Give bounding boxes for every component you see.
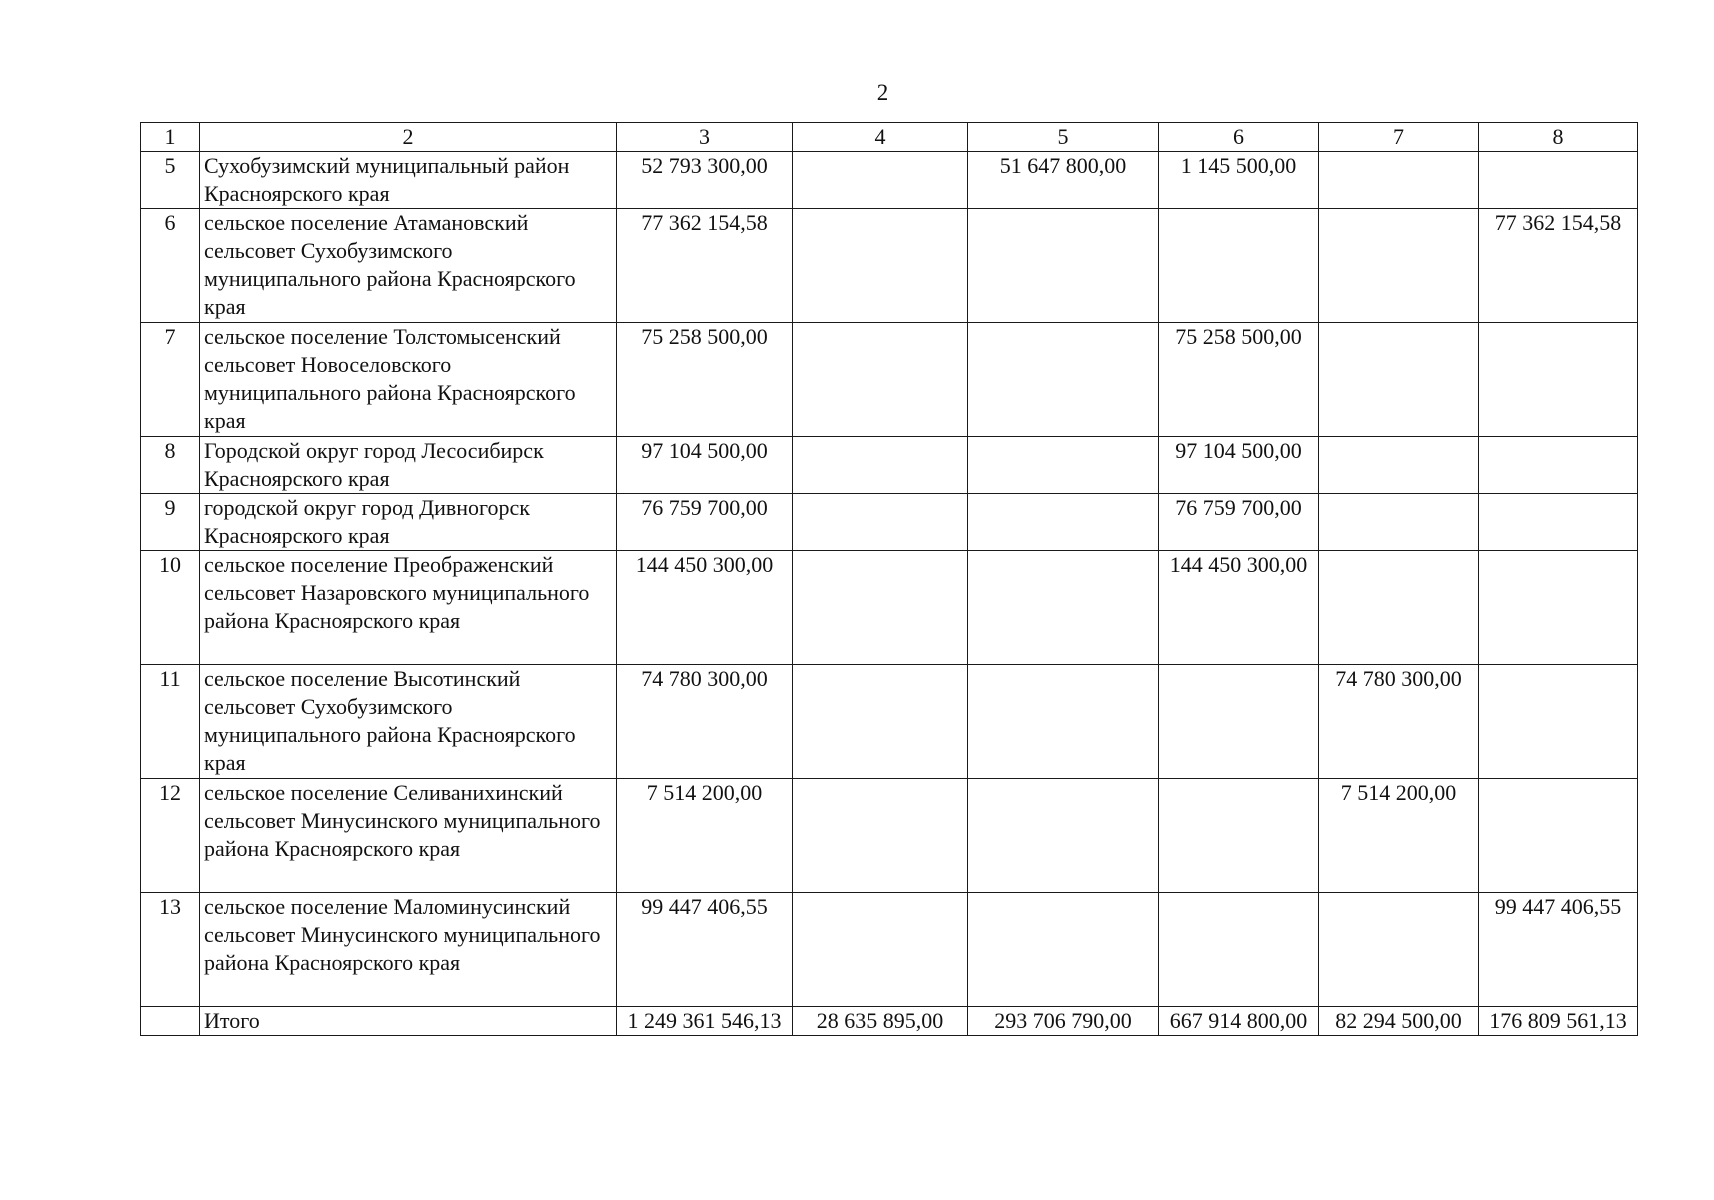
cell-col7 bbox=[1319, 437, 1479, 494]
table-row bbox=[141, 779, 1638, 893]
cell-col5 bbox=[968, 437, 1159, 494]
cell-col6: 1 145 500,00 bbox=[1159, 152, 1319, 209]
row-number: 10 bbox=[141, 551, 200, 665]
cell-col4 bbox=[793, 323, 968, 437]
cell-col7 bbox=[1319, 152, 1479, 209]
table-row bbox=[141, 437, 1638, 494]
total-col5: 293 706 790,00 bbox=[968, 1007, 1159, 1036]
row-number: 6 bbox=[141, 209, 200, 323]
row-name: сельское поселение Атамановский сельсовет Сухобузимского муниципального района Красноярского края bbox=[200, 209, 617, 323]
row-number: 13 bbox=[141, 893, 200, 1007]
table-row bbox=[141, 494, 1638, 551]
total-label: Итого bbox=[200, 1007, 617, 1036]
column-header: 8 bbox=[1479, 123, 1638, 152]
column-header: 5 bbox=[968, 123, 1159, 152]
row-number: 5 bbox=[141, 152, 200, 209]
cell-col8 bbox=[1479, 152, 1638, 209]
row-name: сельское поселение Преображенский сельсовет Назаровского муниципального района Красноярского края bbox=[200, 551, 617, 665]
cell-col5 bbox=[968, 551, 1159, 665]
cell-col4 bbox=[793, 779, 968, 893]
cell-col8 bbox=[1479, 551, 1638, 665]
row-number: 11 bbox=[141, 665, 200, 779]
cell-col7: 74 780 300,00 bbox=[1319, 665, 1479, 779]
row-name: сельское поселение Маломинусинский сельсовет Минусинского муниципального района Красноярского края bbox=[200, 893, 617, 1007]
cell-col5 bbox=[968, 209, 1159, 323]
cell-col6: 144 450 300,00 bbox=[1159, 551, 1319, 665]
cell-col6: 76 759 700,00 bbox=[1159, 494, 1319, 551]
cell-col8 bbox=[1479, 437, 1638, 494]
page-number: 2 bbox=[876, 80, 889, 105]
cell-col3: 77 362 154,58 bbox=[617, 209, 793, 323]
cell-col5 bbox=[968, 323, 1159, 437]
cell-col8 bbox=[1479, 494, 1638, 551]
cell-col7: 7 514 200,00 bbox=[1319, 779, 1479, 893]
cell-col4 bbox=[793, 494, 968, 551]
header-row bbox=[141, 123, 1638, 152]
row-name: сельское поселение Высотинский сельсовет Сухобузимского муниципального района Красноярского края bbox=[200, 665, 617, 779]
cell-col7 bbox=[1319, 893, 1479, 1007]
cell-col3: 144 450 300,00 bbox=[617, 551, 793, 665]
cell-col8: 77 362 154,58 bbox=[1479, 209, 1638, 323]
cell-col8: 99 447 406,55 bbox=[1479, 893, 1638, 1007]
cell-col4 bbox=[793, 665, 968, 779]
total-col3: 1 249 361 546,13 bbox=[617, 1007, 793, 1036]
cell-col5 bbox=[968, 665, 1159, 779]
cell-col5 bbox=[968, 494, 1159, 551]
cell-col6: 75 258 500,00 bbox=[1159, 323, 1319, 437]
total-col7: 82 294 500,00 bbox=[1319, 1007, 1479, 1036]
cell-col3: 99 447 406,55 bbox=[617, 893, 793, 1007]
total-number bbox=[141, 1007, 200, 1036]
row-number: 9 bbox=[141, 494, 200, 551]
column-header: 6 bbox=[1159, 123, 1319, 152]
total-row bbox=[141, 1007, 1638, 1036]
cell-col8 bbox=[1479, 665, 1638, 779]
cell-col4 bbox=[793, 551, 968, 665]
table-row bbox=[141, 152, 1638, 209]
row-name: сельское поселение Толстомысенский сельсовет Новоселовского муниципального района Красноярского края bbox=[200, 323, 617, 437]
cell-col5: 51 647 800,00 bbox=[968, 152, 1159, 209]
cell-col4 bbox=[793, 893, 968, 1007]
cell-col5 bbox=[968, 779, 1159, 893]
table-row bbox=[141, 209, 1638, 323]
cell-col3: 52 793 300,00 bbox=[617, 152, 793, 209]
total-col6: 667 914 800,00 bbox=[1159, 1007, 1319, 1036]
table-row bbox=[141, 323, 1638, 437]
cell-col8 bbox=[1479, 323, 1638, 437]
cell-col7 bbox=[1319, 323, 1479, 437]
total-col8: 176 809 561,13 bbox=[1479, 1007, 1638, 1036]
cell-col5 bbox=[968, 893, 1159, 1007]
cell-col3: 7 514 200,00 bbox=[617, 779, 793, 893]
row-number: 8 bbox=[141, 437, 200, 494]
cell-col7 bbox=[1319, 551, 1479, 665]
cell-col6: 97 104 500,00 bbox=[1159, 437, 1319, 494]
cell-col4 bbox=[793, 152, 968, 209]
table-row bbox=[141, 551, 1638, 665]
cell-col4 bbox=[793, 437, 968, 494]
cell-col3: 74 780 300,00 bbox=[617, 665, 793, 779]
table-row bbox=[141, 665, 1638, 779]
data-table bbox=[140, 122, 1638, 1036]
column-header: 3 bbox=[617, 123, 793, 152]
row-number: 12 bbox=[141, 779, 200, 893]
column-header: 1 bbox=[141, 123, 200, 152]
row-number: 7 bbox=[141, 323, 200, 437]
row-name: Городской округ город Лесосибирск Красноярского края bbox=[200, 437, 617, 494]
cell-col4 bbox=[793, 209, 968, 323]
cell-col3: 97 104 500,00 bbox=[617, 437, 793, 494]
column-header: 7 bbox=[1319, 123, 1479, 152]
row-name: Сухобузимский муниципальный район Красноярского края bbox=[200, 152, 617, 209]
cell-col6 bbox=[1159, 779, 1319, 893]
cell-col8 bbox=[1479, 779, 1638, 893]
cell-col7 bbox=[1319, 494, 1479, 551]
cell-col7 bbox=[1319, 209, 1479, 323]
cell-col6 bbox=[1159, 209, 1319, 323]
table-row bbox=[141, 893, 1638, 1007]
column-header: 2 bbox=[200, 123, 617, 152]
cell-col6 bbox=[1159, 665, 1319, 779]
total-col4: 28 635 895,00 bbox=[793, 1007, 968, 1036]
cell-col3: 76 759 700,00 bbox=[617, 494, 793, 551]
row-name: сельское поселение Селиванихинский сельсовет Минусинского муниципального района Красноярского края bbox=[200, 779, 617, 893]
cell-col3: 75 258 500,00 bbox=[617, 323, 793, 437]
cell-col6 bbox=[1159, 893, 1319, 1007]
column-header: 4 bbox=[793, 123, 968, 152]
row-name: городской округ город Дивногорск Красноярского края bbox=[200, 494, 617, 551]
